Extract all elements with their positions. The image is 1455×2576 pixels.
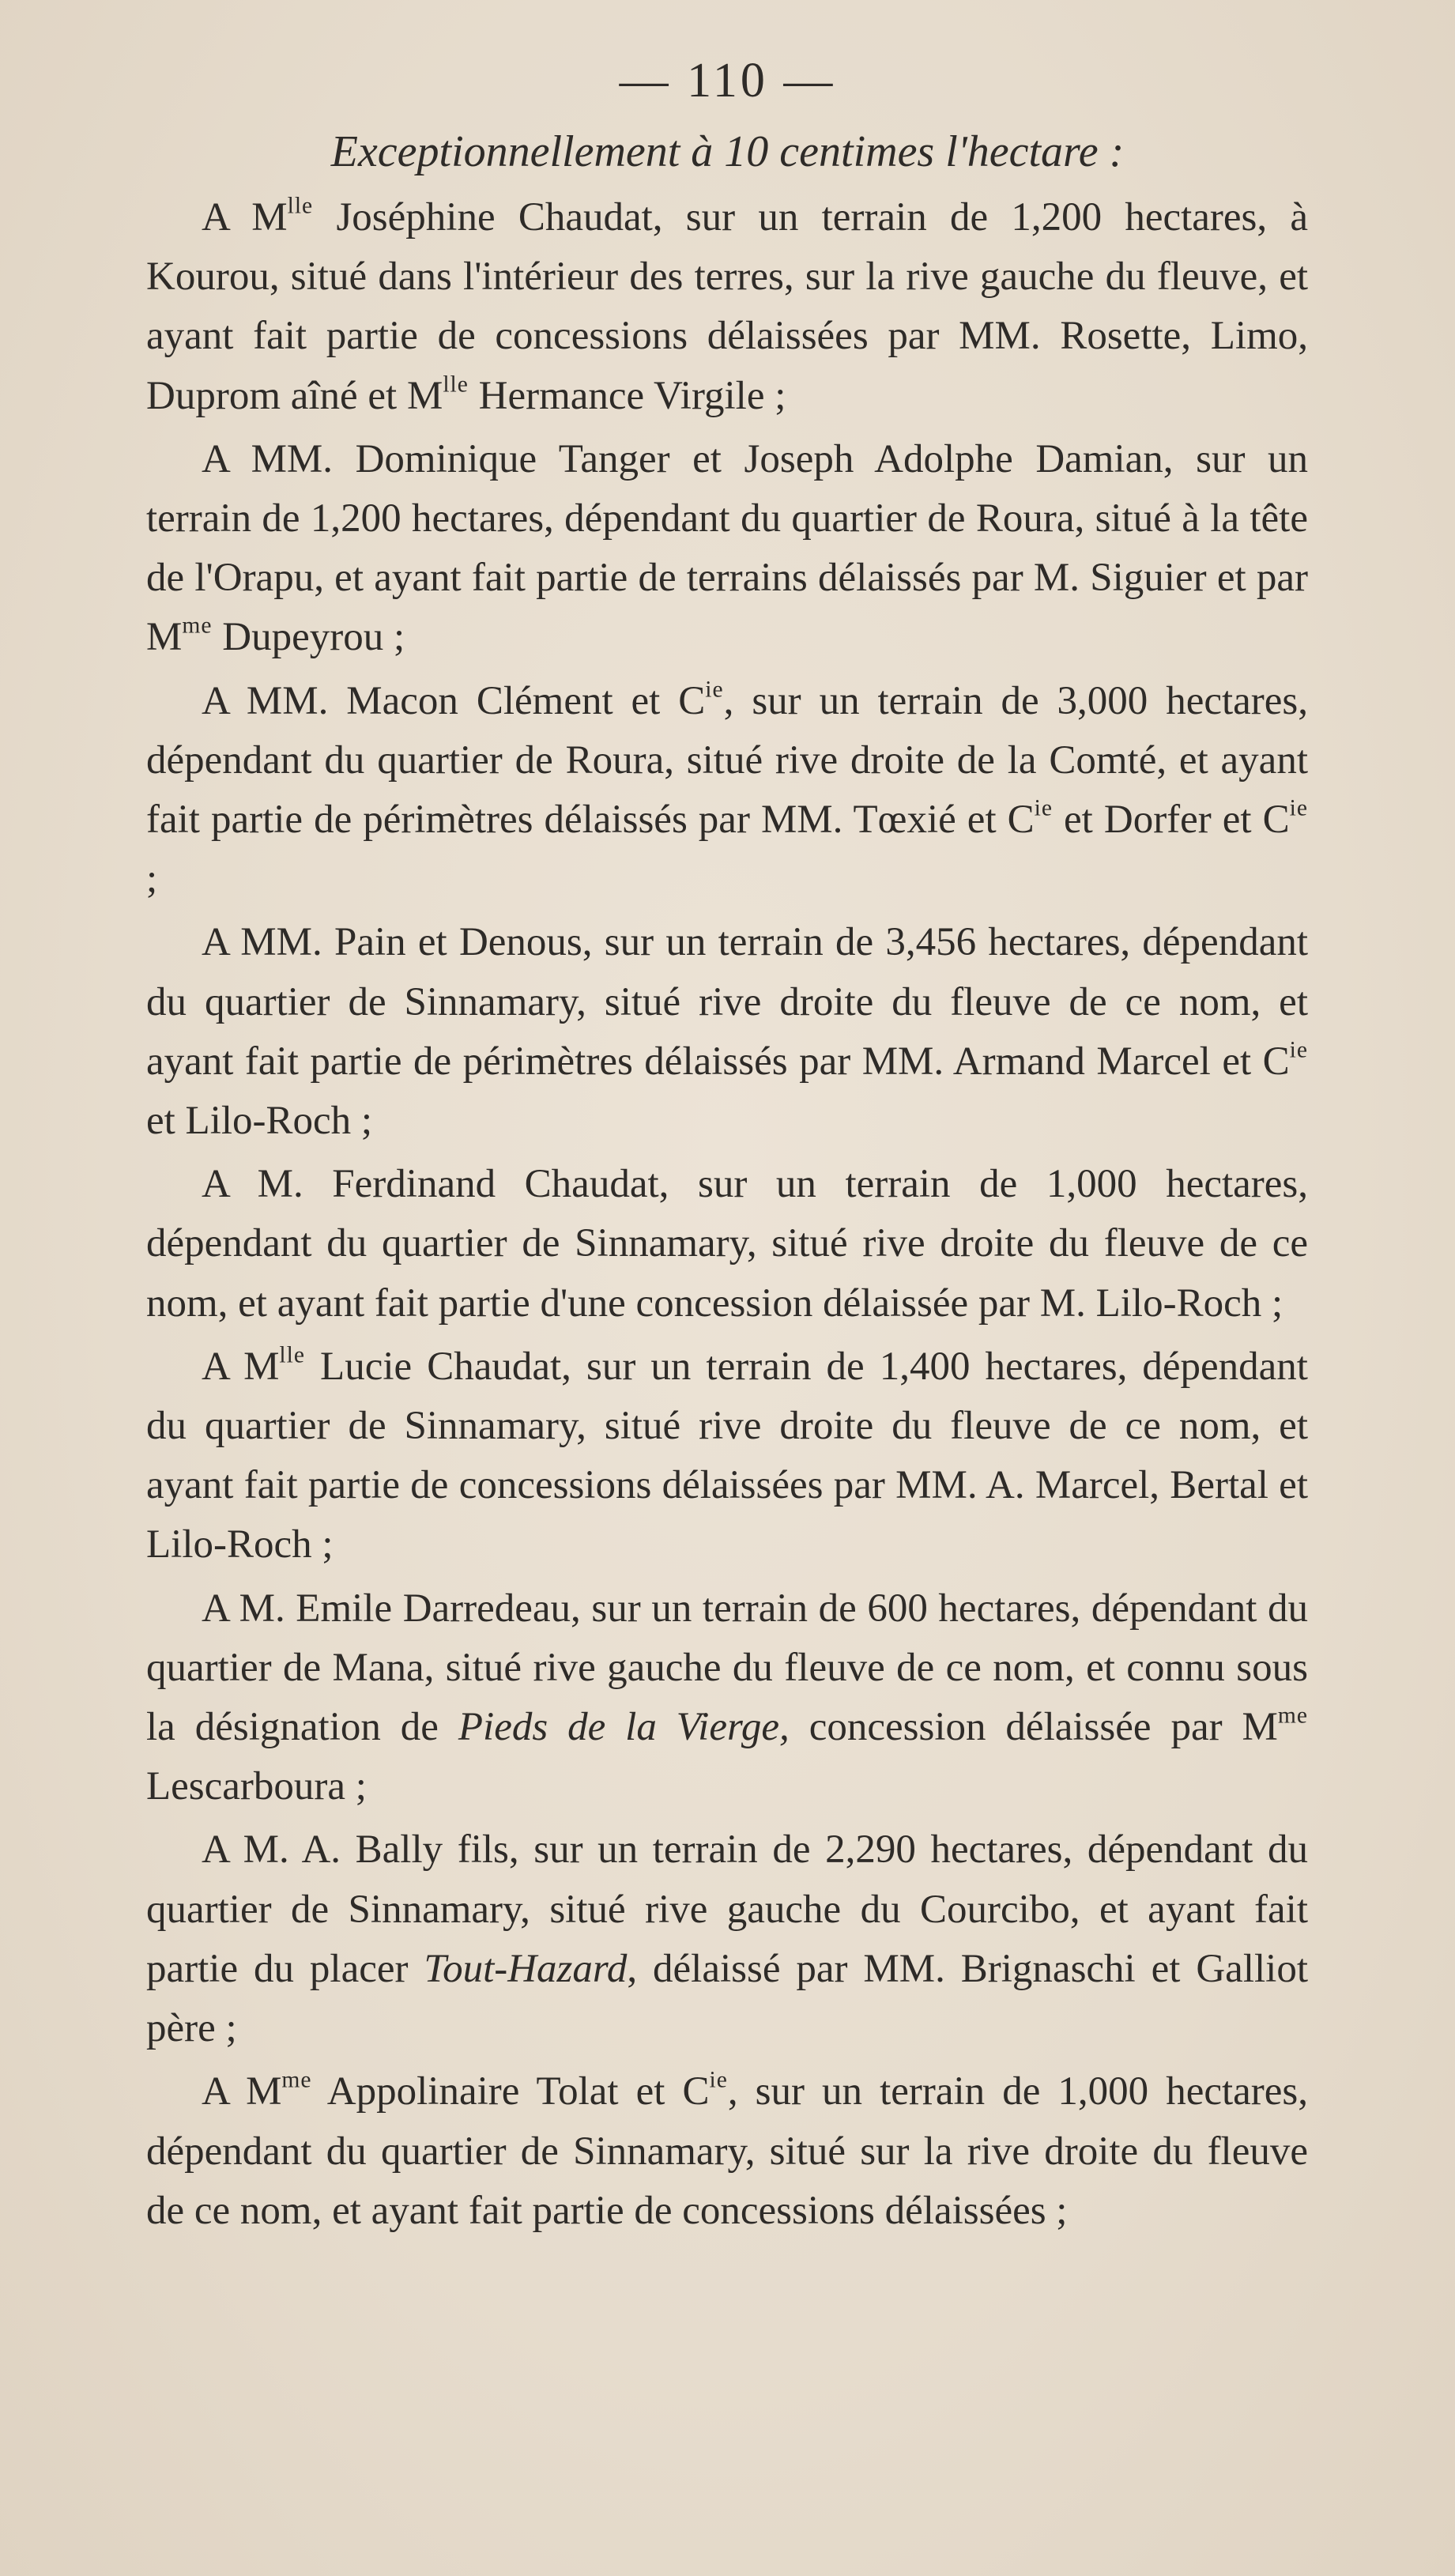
concession-entry bbox=[146, 672, 1308, 910]
concession-entry bbox=[146, 1337, 1308, 1575]
concession-entry bbox=[146, 2062, 1308, 2241]
entry-text: A M bbox=[202, 1344, 280, 1389]
entry-text: A M bbox=[202, 195, 288, 239]
title-abbreviation-superscript: ie bbox=[709, 2068, 728, 2093]
entry-text: , sur un terrain de 1,000 hectares, dépendant du quartier de Sinnamary, situé sur la rive droite du fleuve de ce nom, et ayant fait partie de concessions délaissées ; bbox=[146, 2069, 1309, 2233]
entry-text: concession délaissée par M bbox=[789, 1705, 1278, 1750]
page-number: — 110 — bbox=[619, 54, 836, 107]
title-abbreviation-superscript: ie bbox=[705, 677, 724, 703]
concession-entry bbox=[146, 1155, 1308, 1333]
concession-entry bbox=[146, 1820, 1308, 2058]
entry-text: A M. Emile Darredeau, sur un terrain de 600 hectares, dépendant du quartier de Mana, situé rive gauche du fleuve de ce nom, et connu sous la désignation de bbox=[146, 1586, 1308, 1750]
entry-text: et Dorfer et C bbox=[1053, 798, 1290, 843]
entry-text: , délaissé par MM. Brignaschi et Galliot père ; bbox=[146, 1946, 1308, 2051]
entry-text: A MM. Dominique Tanger et Joseph Adolphe Damian, sur un terrain de 1,200 hectares, dépendant du quartier de Roura, situé à la tête de l'Orapu, et ayant fait partie de terrains délaissés par M. Siguier et par M bbox=[146, 436, 1308, 660]
concession-list bbox=[146, 188, 1308, 2245]
title-abbreviation-superscript: me bbox=[281, 2068, 312, 2093]
concession-entry bbox=[146, 1579, 1308, 1817]
entry-text: ; bbox=[146, 857, 158, 902]
entry-text: Appolinaire Tolat et C bbox=[311, 2069, 710, 2114]
concession-entry bbox=[146, 430, 1308, 668]
title-abbreviation-superscript: me bbox=[182, 613, 213, 639]
concession-entry bbox=[146, 188, 1308, 426]
title-abbreviation-superscript: ie bbox=[1034, 795, 1054, 821]
entry-text: , sur un terrain de 3,000 hectares, dépendant du quartier de Roura, situé rive droite de la Comté, et ayant fait partie de périmètres délaissés par MM. Tœxié et C bbox=[146, 678, 1309, 843]
entry-text: et Lilo-Roch ; bbox=[146, 1099, 373, 1144]
italic-place-name: Pieds de la Vierge, bbox=[458, 1705, 790, 1750]
concession-entry bbox=[146, 913, 1308, 1151]
entry-text: A MM. Pain et Denous, sur un terrain de 3,456 hectares, dépendant du quartier de Sinnamary, situé rive droite du fleuve de ce nom, et ayant fait partie de périmètres délaissés par MM. Armand Marcel et C bbox=[146, 920, 1308, 1084]
title-abbreviation-superscript: lle bbox=[279, 1342, 305, 1368]
italic-place-name: Tout-Hazard bbox=[424, 1946, 628, 1991]
title-abbreviation-superscript: me bbox=[1277, 1703, 1308, 1729]
entry-text: Joséphine Chaudat, sur un terrain de 1,200 hectares, à Kourou, situé dans l'intérieur des terres, sur la rive gauche du fleuve, et ayant fait partie de concessions délaissées par MM. Rosette, Limo, Duprom aîné et M bbox=[146, 195, 1308, 418]
title-abbreviation-superscript: lle bbox=[287, 193, 314, 219]
entry-text: Hermance Virgile ; bbox=[468, 373, 786, 418]
entry-text: A M. Ferdinand Chaudat, sur un terrain de 1,000 hectares, dépendant du quartier de Sinnamary, situé rive droite du fleuve de ce nom, et ayant fait partie d'une concession délaissée par M. Lilo-Roch ; bbox=[146, 1162, 1308, 1326]
entry-text: A M. A. Bally fils, sur un terrain de 2,290 hectares, dépendant du quartier de Sinnamary, situé rive gauche du Courcibo, et ayant fait partie du placer bbox=[146, 1827, 1308, 1991]
entry-text: Dupeyrou ; bbox=[212, 615, 405, 660]
entry-text: Lucie Chaudat, sur un terrain de 1,400 hectares, dépendant du quartier de Sinnamary, situé rive droite du fleuve de ce nom, et ayant fait partie de concessions délaissées par MM. A. Marcel, Bertal et Lilo-Roch ; bbox=[146, 1344, 1308, 1567]
entry-text: Lescarboura ; bbox=[146, 1764, 367, 1809]
section-heading: Exceptionnellement à 10 centimes l'hectare : bbox=[330, 127, 1125, 176]
entry-text: A MM. Macon Clément et C bbox=[202, 678, 706, 723]
entry-text: A M bbox=[202, 2069, 282, 2114]
title-abbreviation-superscript: lle bbox=[443, 372, 469, 398]
title-abbreviation-superscript: ie bbox=[1289, 1037, 1308, 1063]
title-abbreviation-superscript: ie bbox=[1289, 795, 1309, 821]
